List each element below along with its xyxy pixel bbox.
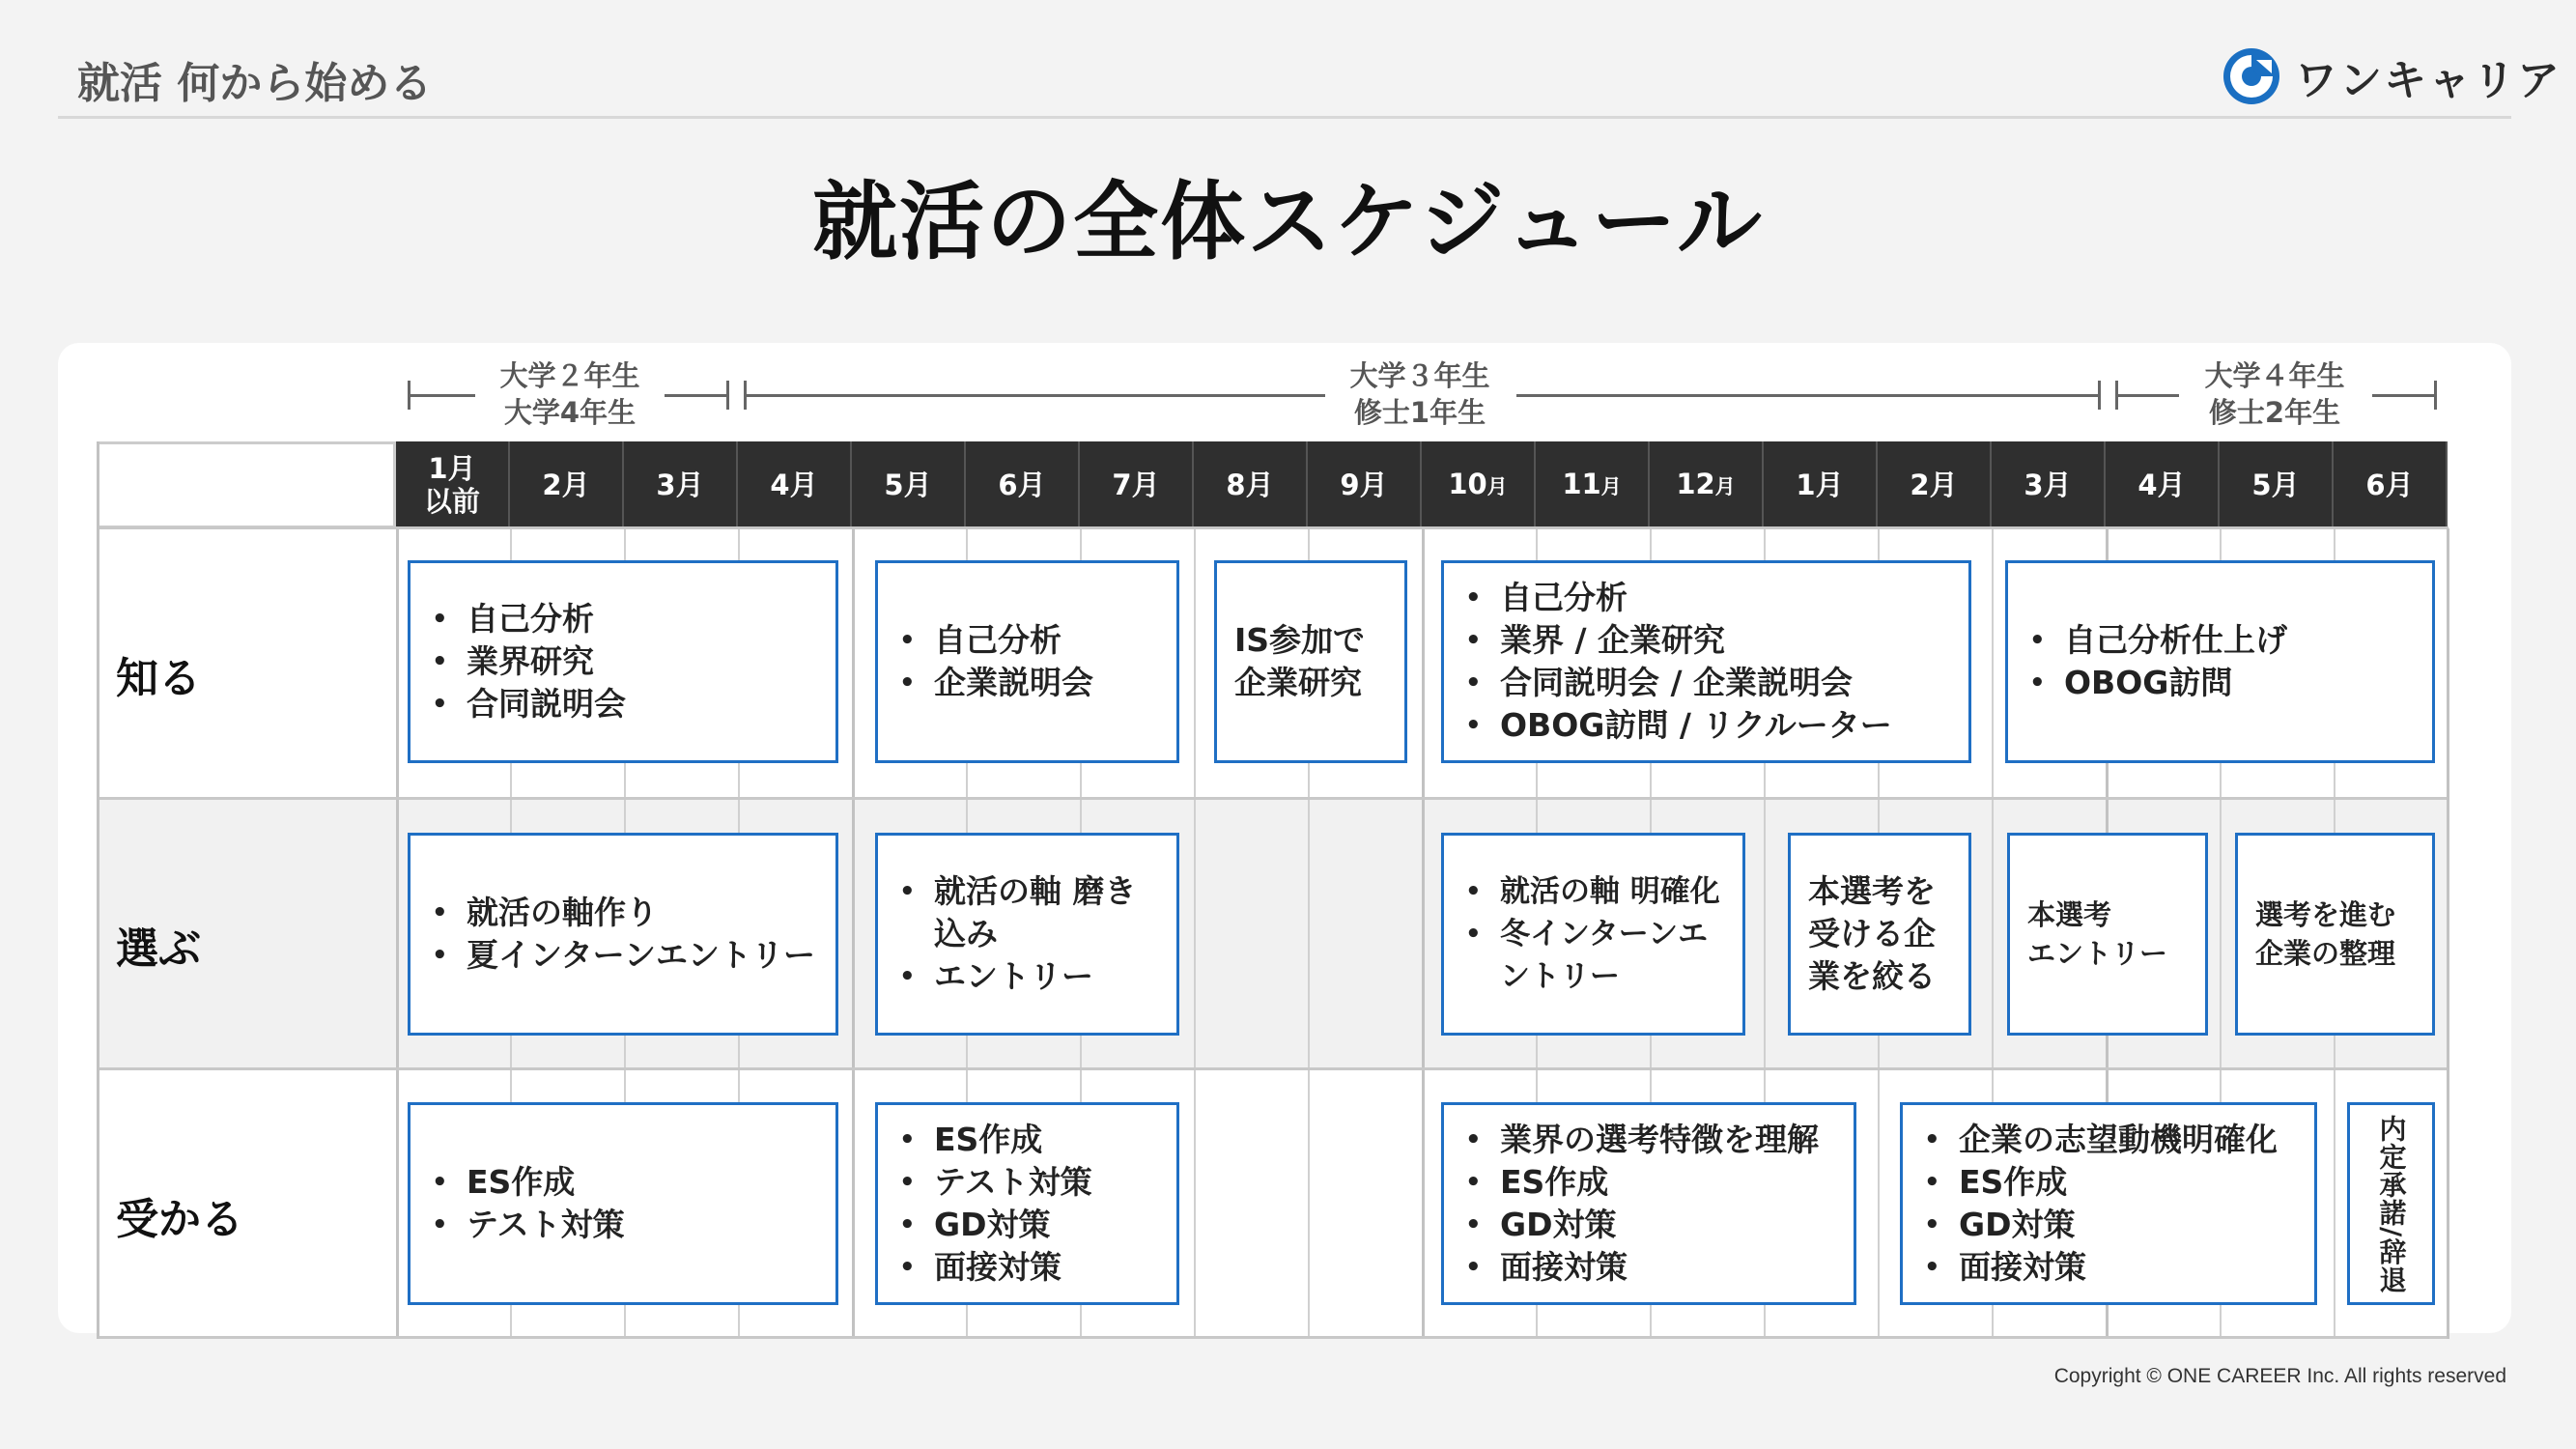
month-header-cell <box>2334 441 2448 528</box>
logo-text: ワンキャリア <box>2295 56 2562 105</box>
period-1-line1: 大学２年生 <box>499 359 640 392</box>
erabu-box-5 <box>2007 833 2208 1036</box>
month-label-wrap <box>1676 468 1735 503</box>
list-item: • OBOG訪問 / リクルーター <box>1461 704 1968 747</box>
list-item: • 業界研究 <box>428 640 835 683</box>
month-label: 6月 <box>2365 469 2414 501</box>
month-label-wrap <box>1112 469 1159 501</box>
erabu-box-4 <box>1788 833 1971 1036</box>
list-item: • 就活の軸作り <box>428 892 835 934</box>
month-header-cell <box>1308 441 1422 528</box>
list-item: • 自己分析 <box>1461 577 1968 619</box>
period-2-line2: 修士1年生 <box>1353 396 1486 429</box>
list-item: • ES作成 <box>428 1161 835 1204</box>
month-label-wrap <box>1796 469 1843 501</box>
erabu-box-3 <box>1441 833 1745 1036</box>
month-label-wrap <box>424 452 480 518</box>
month-header-cell <box>396 441 510 528</box>
copyright: Copyright © ONE CAREER Inc. All rights reserved <box>2053 1365 2506 1387</box>
month-header-cell <box>1992 441 2106 528</box>
list-item: • ES作成 <box>1461 1161 1854 1204</box>
month-sublabel: 月 <box>1714 474 1736 498</box>
period-1-line-right <box>665 394 726 397</box>
month-header-cell <box>1536 441 1650 528</box>
month-label-wrap <box>2137 469 2185 501</box>
list-item: • エントリー <box>895 955 1167 998</box>
list-item: • ES作成 <box>1920 1161 2314 1204</box>
month-grid-line <box>1194 528 1196 1339</box>
row-divider-3 <box>97 1336 2449 1339</box>
erabu-box-2 <box>875 833 1179 1036</box>
shiru-box-4 <box>1441 560 1971 763</box>
month-grid-line <box>852 528 855 1339</box>
onecareer-logo-icon <box>2222 46 2281 106</box>
ukaru-box-3 <box>1441 1102 1856 1305</box>
month-label-wrap <box>656 469 703 501</box>
list-item: • 自己分析仕上げ <box>2025 619 2432 662</box>
list-item: • GD対策 <box>1461 1204 1854 1246</box>
period-3-label <box>2188 357 2362 431</box>
period-1-label <box>483 357 657 431</box>
list-item: • 企業説明会 <box>895 662 1176 704</box>
period-1-line-left <box>408 394 475 397</box>
ukaru-box-2 <box>875 1102 1179 1305</box>
month-label: 11 <box>1562 467 1601 500</box>
month-header-cell <box>1878 441 1992 528</box>
month-label-wrap <box>2251 469 2299 501</box>
month-header-cell <box>510 441 624 528</box>
erabu-box-6 <box>2235 833 2435 1036</box>
page-header-title: 就活 何から始める <box>77 59 433 108</box>
month-label: 10 <box>1448 467 1487 500</box>
period-2-line1: 大学３年生 <box>1349 359 1490 392</box>
box-line: 本選考を <box>1808 872 1936 910</box>
period-2-end-tick <box>2098 381 2101 410</box>
shiru-box-1 <box>408 560 838 763</box>
list-item: • 自己分析 <box>428 598 835 640</box>
month-label: 9月 <box>1340 469 1388 501</box>
month-label: 3月 <box>656 469 704 501</box>
row-divider-1 <box>97 797 2449 800</box>
month-header-cell <box>966 441 1080 528</box>
ukaru-box-5 <box>2347 1102 2435 1305</box>
period-3-line-left <box>2115 394 2179 397</box>
month-label: 5月 <box>884 469 932 501</box>
list-item: • 就活の軸 明確化 <box>1461 870 1733 913</box>
period-3-end-tick <box>2434 381 2437 410</box>
header-divider <box>58 116 2511 119</box>
month-label: 3月 <box>2024 469 2072 501</box>
month-label: 7月 <box>1112 469 1160 501</box>
list-item: • ES作成 <box>895 1119 1176 1161</box>
month-header-cell <box>852 441 966 528</box>
table-left-border <box>97 441 99 1339</box>
list-item: • 合同説明会 <box>428 683 835 725</box>
month-label-wrap <box>770 469 817 501</box>
month-header-cell <box>624 441 738 528</box>
month-label-wrap <box>2365 469 2413 501</box>
month-label: 2月 <box>1910 469 1958 501</box>
box-line: 企業研究 <box>1234 664 1362 701</box>
ukaru-box-4 <box>1900 1102 2317 1305</box>
month-label: 8月 <box>1226 469 1274 501</box>
period-2-line-left <box>744 394 1325 397</box>
shiru-box-3 <box>1214 560 1407 763</box>
month-header-cell <box>738 441 852 528</box>
list-item: • 面接対策 <box>1461 1246 1854 1289</box>
row-divider-2 <box>97 1067 2449 1070</box>
month-header-cell <box>1194 441 1308 528</box>
erabu-box-1 <box>408 833 838 1036</box>
list-item: • GD対策 <box>1920 1204 2314 1246</box>
month-label-wrap <box>998 469 1045 501</box>
list-item: • OBOG訪問 <box>2025 662 2432 704</box>
box-line: 受ける企 <box>1808 915 1936 952</box>
month-grid-line <box>1422 528 1425 1339</box>
month-label-wrap <box>884 469 931 501</box>
month-label-wrap <box>1910 469 1957 501</box>
header-corner-cell <box>97 441 396 528</box>
list-item: • 面接対策 <box>895 1246 1176 1289</box>
shiru-box-2 <box>875 560 1179 763</box>
month-header-cell <box>1080 441 1194 528</box>
month-sublabel: 月 <box>1486 474 1508 498</box>
month-label: 12 <box>1676 467 1715 500</box>
row-label-ukaru: 受かる <box>116 1195 243 1244</box>
month-header-cell <box>2220 441 2334 528</box>
row-label-erabu: 選ぶ <box>116 924 201 974</box>
period-1-line2: 大学4年生 <box>503 396 637 429</box>
month-label: 1月 <box>1796 469 1844 501</box>
month-label-wrap <box>1562 468 1621 503</box>
list-item: • 夏インターンエントリー <box>428 934 835 977</box>
list-item: • テスト対策 <box>428 1204 835 1246</box>
box-vertical-text: 内定承諾/辞退 <box>2375 1115 2408 1294</box>
month-label-wrap <box>1226 469 1273 501</box>
month-sublabel: 月 <box>1600 474 1622 498</box>
month-sublabel: 以前 <box>423 485 480 518</box>
box-line: 本選考 <box>2027 898 2112 931</box>
month-label-wrap <box>542 469 589 501</box>
box-line: 選考を進む <box>2255 898 2396 931</box>
box-line: エントリー <box>2027 937 2168 970</box>
ukaru-box-1 <box>408 1102 838 1305</box>
month-label: 4月 <box>770 469 818 501</box>
list-item: • 合同説明会 / 企業説明会 <box>1461 662 1968 704</box>
month-label-wrap <box>1448 468 1507 503</box>
period-2-line-right <box>1516 394 2099 397</box>
month-label: 5月 <box>2251 469 2300 501</box>
list-item: • GD対策 <box>895 1204 1176 1246</box>
month-label: 1月 <box>428 452 476 485</box>
row-label-shiru: 知る <box>116 654 201 703</box>
list-item: • 自己分析 <box>895 619 1176 662</box>
period-2-label <box>1333 357 1507 431</box>
box-line: IS参加で <box>1234 621 1366 659</box>
table-right-border <box>2447 528 2449 1339</box>
list-item: • 就活の軸 磨き込み <box>895 870 1167 955</box>
period-3-line1: 大学４年生 <box>2204 359 2345 392</box>
month-label-wrap <box>1340 469 1387 501</box>
month-grid-line <box>396 528 399 1339</box>
month-label: 4月 <box>2137 469 2186 501</box>
period-3-line-right <box>2372 394 2434 397</box>
period-1-end-tick <box>726 381 729 410</box>
list-item: • 面接対策 <box>1920 1246 2314 1289</box>
box-line: 業を絞る <box>1808 957 1936 995</box>
shiru-box-5 <box>2005 560 2435 763</box>
month-label: 6月 <box>998 469 1046 501</box>
list-item: • 冬インターンエントリー <box>1461 913 1733 998</box>
list-item: • 業界の選考特徴を理解 <box>1461 1119 1854 1161</box>
month-header-cell <box>1764 441 1878 528</box>
row-divider-0 <box>97 526 2449 529</box>
list-item: • 業界 / 企業研究 <box>1461 619 1968 662</box>
month-header-cell <box>1650 441 1764 528</box>
list-item: • テスト対策 <box>895 1161 1176 1204</box>
month-header-cell <box>2106 441 2220 528</box>
list-item: • 企業の志望動機明確化 <box>1920 1119 2314 1161</box>
period-3-line2: 修士2年生 <box>2208 396 2341 429</box>
month-header-cell <box>1422 441 1536 528</box>
month-label-wrap <box>2024 469 2071 501</box>
box-line: 企業の整理 <box>2255 937 2396 970</box>
onecareer-logo[interactable] <box>2222 43 2562 110</box>
main-title: 就活の全体スケジュール <box>812 172 1764 271</box>
month-label: 2月 <box>542 469 590 501</box>
